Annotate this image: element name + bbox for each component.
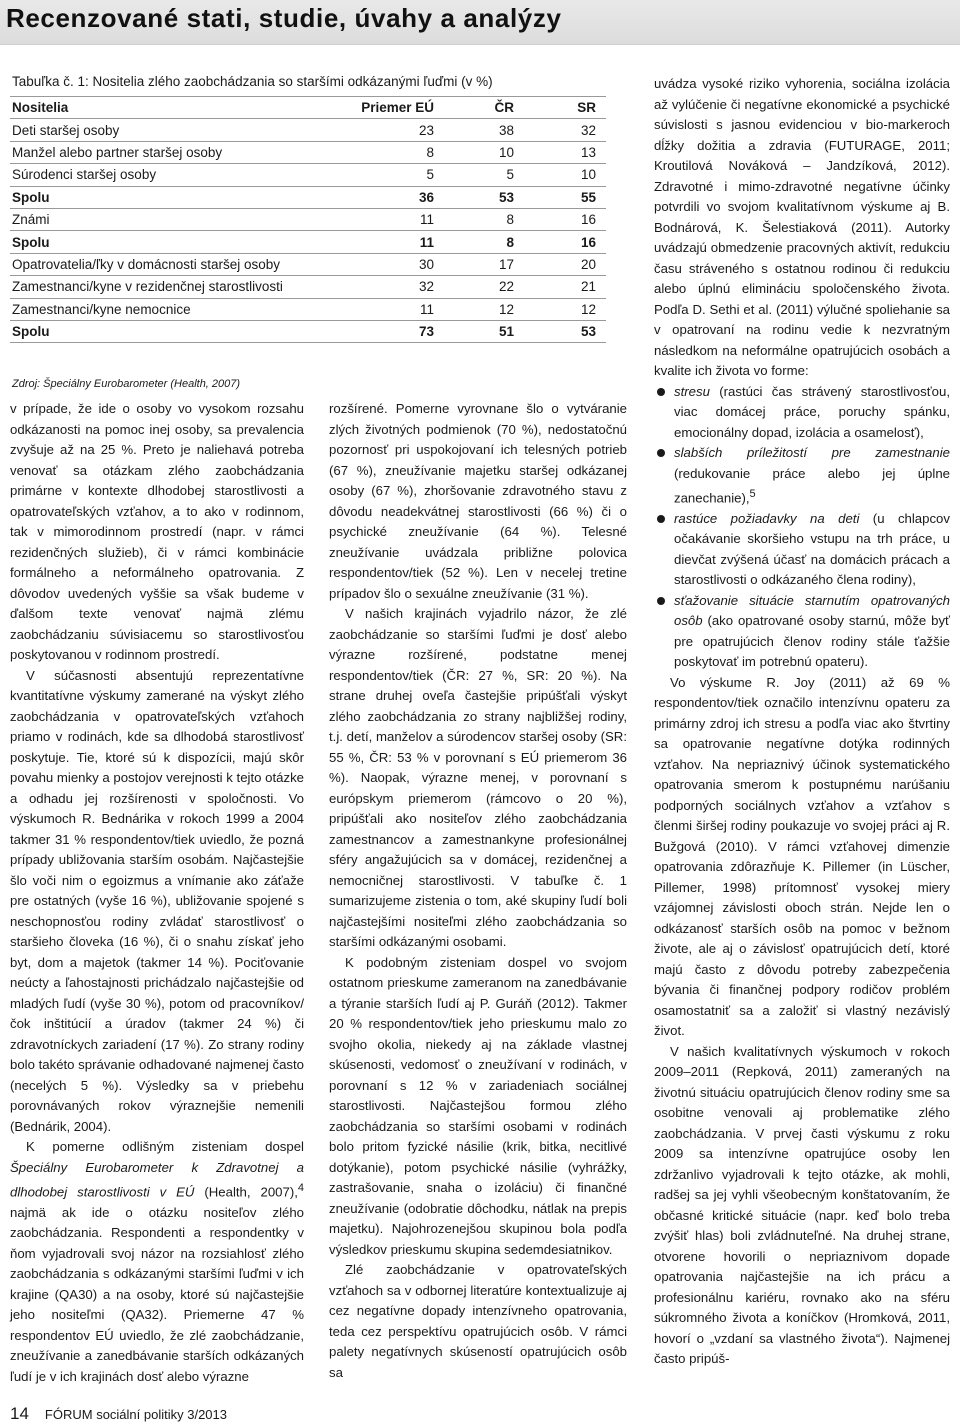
paragraph: rozšírené. Pomerne vyrovnane šlo o vytváranie zlých životných podmienok (70 %), nedostatočnú pozornosť pri uspokojovaní ich telesných potrieb (67 %), zneužívanie majetku staršej odkázanej osoby (67 %), zhoršovanie zdravotného stavu z dôvodu neadekvátnej starostlivosti (66 %) či o psychické zneužívanie (64 %). Telesné zneužívanie uvádzala približne polovica respondentov/tiek (52 %). Len v necelej tretine prípadov šlo o sexuálne zneužívanie (31 %). (329, 401, 627, 601)
table-cell: 10 (434, 141, 514, 163)
table-cell: 17 (434, 253, 514, 275)
column-header: Nositelia (10, 97, 359, 119)
row-label: Spolu (10, 231, 359, 253)
bullet-list (654, 382, 950, 673)
list-item-text: (redukovanie práce alebo jej úplne zanechanie), (674, 465, 950, 506)
paragraph: V súčasnosti absentujú reprezentatívne kvantitatívne výskumy zamerané na výskyt zlého zaobchádzania v opatrovateľských vzťahoch priamo v rodinách, kde sa dlhodobá starostlivosť poskytuje. Tie, ktoré sú k dispozícii, majú skôr povahu mienky a postojov verejnosti k tejto otázke a odhadu jej rozšírenosti v spoločnosti. Vo výskumoch R. Bednárika v rokoch 1999 a 2004 takmer 31 % respondentov/tiek uviedlo, že pozná prípady ubližovania starším osobám. Najčastejšie šlo voči nim o egoizmus a vnímanie ako záťaže pre ostatných (vyše 16 %), ubližovanie spojené s neschopnosťou rodiny zvládať starostlivosť o staršieho človeka (16 %), či o snahu získať jeho byt, dom a majetok (takmer 14 %). Pociťovanie neúcty a ľahostajnosti prichádzalo najčastejšie od mladých ľudí (vyše 30 %), potom od pracovníkov/čok inštitúcií a úradov (takmer 24 %) či zdravotníckych zariadení (17 %). Zo strany rodiny bolo takéto správanie odhadované najmenej často (necelých 5 %). Výsledky sa v priebehu porovnávaných rokov výraznejšie nemenili (Bednárik, 2004). (10, 667, 304, 1134)
table-cell: 16 (514, 208, 606, 230)
table-cell: 20 (514, 253, 606, 275)
row-label: Známi (10, 208, 359, 230)
table-row (10, 141, 606, 163)
row-label: Súrodenci staršej osoby (10, 164, 359, 186)
table-row (10, 119, 606, 141)
row-label: Opatrovatelia/ľky v domácnosti staršej osoby (10, 253, 359, 275)
paragraph: Zlé zaobchádzanie v opatrovateľských vzťahoch sa v odbornej literatúre kontextualizuje aj cez negatívne dopady intenzívneho opatrovania, teda cez perspektívu opatrujúcich osôb. V rámci palety negatívnych skúseností opatrujúcich osôb sa (329, 1262, 627, 1380)
table-row-total (10, 231, 606, 253)
paragraph: K podobným zisteniam dospel vo svojom ostatnom prieskume zameranom na zanedbávanie a týranie starších ľudí aj P. Guráň (2012). Takmer 20 % respondentov/tiek jeho prieskumu malo zo svojho okolia, niekedy aj na základe vlastnej skúsenosti, vedomosť o zneužívaní v rodinách, v porovnaní s 12 % v zariadeniach sociálnej starostlivosti. Najčastejšou formou zlého zaobchádzania so staršími osobami v rodinách bolo pritom fyzické násilie (krik, bitka, necitlivé dotýkanie), potom psychické násilie (vyhrážky, zastrašovanie, snaha o izoláciu) či finančné zneužívanie (odobratie dôchodku, nátlak na prepis majetku). Najohrozenejšou skupinou bola podľa výsledkov prieskumu skupina sedemdesiatnikov. (329, 954, 627, 1257)
table-cell: 10 (514, 164, 606, 186)
paragraph: V našich krajinách vyjadrilo názor, že zlé zaobchádzanie so staršími ľuďmi je dosť alebo výrazne rozšírené, podstatne menej respondentov/tiek (ČR: 27 %, SR: 20 %). Na strane druhej oveľa častejšie pripúšťali výskyt zlého zaobchádzania zo strany najbližšej rodiny, t.j. detí, manželov a súrodencov staršej osoby (SR: 55 %, ČR: 53 % v porovnaní s EÚ priemerom 36 %). Naopak, výrazne menej, v porovnaní s európskym priemerom (rámcovo o 20 %), pripúšťali ako nositeľov zlého zaobchádzania zamestnancov a zamestnankyne profesionálnej sféry angažujúcich sa v domácej, rezidenčnej a nemocničnej starostlivosti. V tabuľke č. 1 sumarizujeme zistenia o tom, aké skupiny ľudí boli najčastejšími nositeľmi zlého zaobchádzania so staršími odkázanými osobami. (329, 606, 627, 949)
table-cell: 11 (359, 231, 434, 253)
table-row (10, 276, 606, 298)
list-item-text: (rastúci čas strávený starostlivosťou, viac domácej práce, poruchy spánku, emocionálny dopad, izolácia a osamelosť), (674, 383, 950, 440)
list-item (674, 443, 950, 509)
bullet-icon (657, 449, 665, 457)
text-span: najmä ak ide o otázku nositeľov zlého zaobchádzania. Respondenti a respondentky v ňom vyjadrovali svoj názor na rozsiahlosť zlého zaobchádzania s odkázanými staršími ľuďmi v ich krajine (QA30) a na osoby, ktoré sú najčastejšie jeho nositeľmi (QA32). Priemerne 47 % respondentov EÚ uviedlo, že zlé zaobchádzanie, zneužívanie a zanedbávanie starších odkázaných ľudí je v ich krajinách dosť alebo výrazne (10, 1204, 304, 1384)
column-header: SR (514, 97, 606, 119)
table-cell: 8 (434, 208, 514, 230)
table-cell: 23 (359, 119, 434, 141)
row-label: Manžel alebo partner staršej osoby (10, 141, 359, 163)
paragraph: uvádza vysoké riziko vyhorenia, sociálna izolácia až vylúčenie či negatívne ekonomické a psychické súvislosti s jasnou evidenciou v bio-markeroch dĺžky dožitia a zdravia (FUTURAGE, 2011; Kroutilová Nováková – Jandzíková, 2012). Zdravotné i mimo-zdravotné negatívne účinky potvrdili vo svojom kvalitatívnom výskume aj B. Bodnárová, K. Šelestiaková (2011). Autorky uvádzajú obmedzenie pracovných aktivít, redukciu času stráveného s ostatnou rodinou či redukciu alebo úplnú elimináciu spoločenského života. Podľa D. Sethi et al. (2011) výlučné spoliehanie sa v opatrovaní na rodinu vedie k nezvratným následkom na neformálne opatrujúcich osobách a kvalite ich života vo forme: (654, 76, 950, 378)
table-cell: 36 (359, 186, 434, 208)
table-row-total (10, 186, 606, 208)
text-column-1 (10, 399, 304, 1387)
row-label: Zamestnanci/kyne nemocnice (10, 298, 359, 320)
table-cell: 51 (434, 320, 514, 342)
list-item-term: stresu (674, 383, 710, 399)
row-label: Spolu (10, 186, 359, 208)
table-cell: 5 (359, 164, 434, 186)
table-cell: 13 (514, 141, 606, 163)
table-cell: 32 (514, 119, 606, 141)
section-title: Recenzované stati, studie, úvahy a analýzy (6, 3, 562, 33)
section-header (0, 0, 960, 45)
table-cell: 8 (359, 141, 434, 163)
table-row (10, 253, 606, 275)
column-header: ČR (434, 97, 514, 119)
perpetrators-table (10, 96, 606, 343)
table-cell: 30 (359, 253, 434, 275)
table-cell: 53 (434, 186, 514, 208)
paragraph: V našich kvalitatívnych výskumoch v rokoch 2009–2011 (Repková, 2011) zameraných na životnú situáciu opatrujúcich členov rodiny sme sa osobitne venovali aj problematike zlého zaobchádzania. V prvej časti výskumu z roku 2009 sa intenzívne opatrujúce osoby len zdržanlivo vyjadrovali k tejto otázke, ak mohli, radšej sa jej vyhli všeobecným konštatovaním, že občasné kritické situácie (napr. keď bolo treba zvýšiť hlas) boli zvládnuteľné. Na druhej strane, otvorene hovorili o nepriaznivom dopade opatrovania najčastejšie na ich prácu a profesionálnu kariéru, rovnako ako na sféru súkromného života a koníčkov (Hromková, 2011, hovorí o „vzdaní sa vlastného života“). Najmenej často pripúš- (654, 1043, 950, 1367)
table-cell: 32 (359, 276, 434, 298)
table-header-row (10, 97, 606, 119)
table-caption: Tabuľka č. 1: Nositelia zlého zaobchádzania so staršími odkázanými ľuďmi (v %) (12, 74, 493, 89)
bullet-icon (657, 388, 665, 396)
table-cell: 16 (514, 231, 606, 253)
list-item-term: slabších príležitostí pre zamestnanie (674, 445, 950, 460)
table-cell: 55 (514, 186, 606, 208)
list-item-text: (u chlapcov očakávanie skoršieho vstupu na trh práce, u dievčat zvýšená účasť na domácich prácach a starostlivosti o odkázaného člena rodiny), (674, 510, 950, 588)
paragraph: v prípade, že ide o osoby vo vysokom rozsahu odkázanosti na pomoc inej osoby, sa prevalencia zvyšuje až na 25 %. Preto je naliehavá potreba venovať sa otázkam zlého zaobchádzania primárne v kontexte dlhodobej starostlivosti a opatrovateľských vzťahov, a to ako v rodinnom, tak v mimorodinnom prostredí (napr. v rámci rezidenčných služieb), či v rámci kombinácie formálneho a neformálneho opatrovania. Z dôvodov uvedených vyššie sa však budeme v ďalšom texte venovať najmä zlému zaobchádzaniu súvisiacemu so starostlivosťou poskytovanou v rodinnom prostredí. (10, 401, 304, 662)
table-cell: 11 (359, 298, 434, 320)
list-item-term: sťažovanie situácie starnutím opatrovaných osôb (674, 592, 950, 629)
table-cell: 8 (434, 231, 514, 253)
table-row (10, 208, 606, 230)
table-cell: 38 (434, 119, 514, 141)
table-cell: 22 (434, 276, 514, 298)
list-item-text: (ako opatrované osoby starnú, môže byť pre opatrujúcich členov rodiny stále ťažšie poskytovať im potrebnú opateru). (674, 613, 950, 670)
bullet-icon (657, 597, 665, 605)
table-cell: 11 (359, 208, 434, 230)
table-row-total (10, 320, 606, 342)
list-item (674, 509, 950, 591)
footnote-ref: 5 (749, 488, 756, 500)
list-item (674, 382, 950, 444)
row-label: Deti staršej osoby (10, 119, 359, 141)
publication-title: Špeciálny Eurobarometer k Zdravotnej a dlhodobej starostlivosti v EÚ (10, 1159, 304, 1200)
table-row (10, 298, 606, 320)
table-cell: 12 (514, 298, 606, 320)
column-header: Priemer EÚ (359, 97, 434, 119)
footnote-ref: 4 (297, 1182, 304, 1194)
table-source: Zdroj: Špeciálny Eurobarometer (Health, 2007) (12, 378, 241, 390)
table-cell: 73 (359, 320, 434, 342)
text-span: K pomerne odlišným zisteniam dospel (26, 1139, 304, 1154)
bullet-icon (657, 515, 665, 523)
text-span: (Health, 2007), (194, 1184, 298, 1200)
table-row (10, 164, 606, 186)
text-column-3 (654, 74, 950, 1370)
paragraph: Vo výskume R. Joy (2011) až 69 % respondentov/tiek označilo intenzívnu opateru za primárny zdroj ich stresu a podľa viac ako štvrtiny sa opatrovanie negatívne dotýka rodinných vzťahov. Na nepriaznivý účinok systematického opatrovania smerom k postupnému narúšaniu podporných sociálnych vzťahov a vzťahov s členmi širšej rodiny poukazuje vo svojej práci aj R. Bužgová (2010). V rámci vzťahovej dimenzie opatrovania zdôrazňuje K. Pillemer (in Lüscher, Pillemer, 1998) prítomnosť vysokej miery vzájomnej závislosti oboch strán. Nejde len o odkázanosť starších osôb na pomoc v bežnom živote, ale aj o závislosť opatrujúcich detí, ktoré majú často z dôvodu potreby zabezpečenia bývania či finančnej podpory rodičov problém osamostatniť sa a založiť si vlastný nezávislý život. (654, 674, 950, 1039)
list-item-term: rastúce požiadavky na deti (674, 510, 860, 526)
table-cell: 53 (514, 320, 606, 342)
page-footer (10, 1404, 227, 1424)
text-column-2 (329, 399, 627, 1383)
list-item (674, 591, 950, 673)
journal-name: FÓRUM sociální politiky 3/2013 (44, 1407, 227, 1422)
paragraph (10, 1137, 304, 1387)
page-number: 14 (10, 1404, 29, 1423)
table-cell: 21 (514, 276, 606, 298)
table-cell: 5 (434, 164, 514, 186)
row-label: Zamestnanci/kyne v rezidenčnej starostlivosti (10, 276, 359, 298)
table-cell: 12 (434, 298, 514, 320)
row-label: Spolu (10, 320, 359, 342)
